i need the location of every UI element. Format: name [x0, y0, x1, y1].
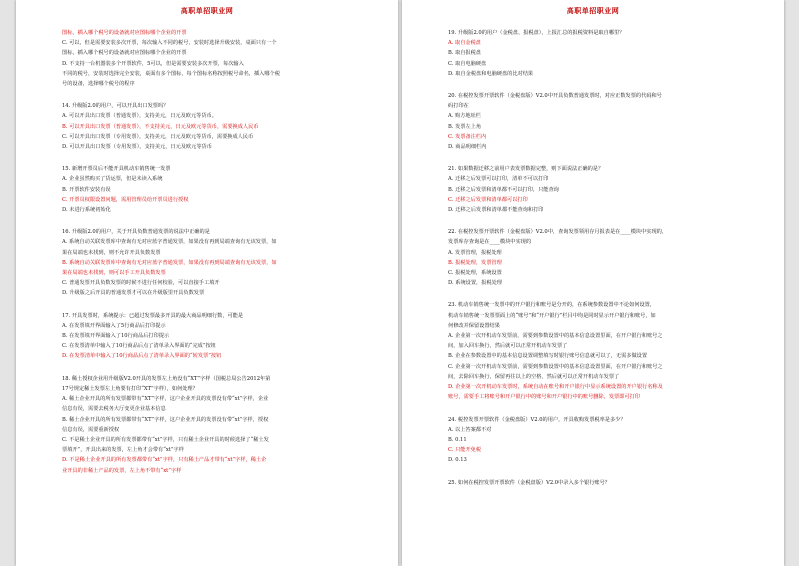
correct-answer-line: 业开具的非稀土产品的发票，左上角不带有“xt”字样	[62, 467, 182, 474]
answer-option: B. 发票左上角	[448, 123, 482, 130]
answer-option: 信息有误，需要去税务大厅变更企业基本信息	[62, 406, 166, 413]
question-stem: 18. 稀土授权企业用升级版V2.0开具的发票左上角没有“XT”字样（国税总局公告2012年第	[62, 375, 271, 382]
question-block	[62, 164, 380, 215]
correct-answer-line: C. 只能开免税	[448, 447, 482, 454]
question-stem: 发票库存查询是在____模块中实现的	[448, 239, 532, 246]
answer-option: 号的设备，选择哪个税号的程序	[62, 81, 135, 88]
answer-option: A. 以上答案都不对	[448, 426, 492, 433]
answer-option: B. 企业在参数设置中的基本信息设置调整填写时银行账号信息就可以了，无需多做设置	[448, 353, 648, 360]
question-stem: 17号规定稀土发票左上角要有打印“XT”字样），如何处理？	[62, 385, 198, 392]
correct-answer-line: A. 取自金税盘	[448, 40, 481, 47]
answer-option: A. 稀土企业开具的所有发票都带有“XT”字样，这户企业开具的发票没有带“xt”字样，企业	[62, 396, 269, 403]
correct-answer-line: D. 在发票清单中输入了10行商品后点了清单录入界面的“转发票”按钮	[62, 353, 222, 360]
answer-option: C. 取自电脑硬盘	[448, 60, 487, 67]
question-block	[448, 91, 766, 152]
answer-option: 票填开”，开具出来的发票，左上角才会带有“xt”字样	[62, 447, 184, 454]
correct-answer-line: D. 不是稀土企业开具的所有发票都带有“xt”字样，只有稀土产品才带有“xt”字样，稀土企	[62, 457, 267, 464]
document-page-right	[402, 0, 784, 566]
answer-option: B. 稀土企业开具的所有发票都带有“XT”字样，这户企业开具的发票没有带“xt”字样，授权	[62, 416, 269, 423]
question-stem: 17. 开具发票时，系统提示：已超过发票最多开具的最大商品明细行数，可能是	[62, 312, 244, 319]
correct-answer-line: B. 系统自动关联发票库中查询有无对应蓝字普通发票，如果没有再到局端查询有无该发票，如	[62, 259, 277, 266]
question-stem: 19. 升级版2.0的用户（金税盘、报税盘），上报汇总的报税资料是取自哪里？	[448, 30, 625, 36]
correct-answer-line: C. 迁移之后发票和清单都可以打印	[448, 196, 528, 203]
question-stem: 码打印在	[448, 103, 469, 110]
question-block	[448, 28, 766, 79]
answer-option: D. 不支持一台机器装多个开票软件，5可以，但是需要安装多次开票，每次输入	[62, 60, 244, 67]
answer-option: D. 未进行系统初始化	[62, 207, 111, 214]
answer-option: D. 取自金税盘和电脑硬盘的比对结果	[448, 70, 534, 77]
answer-option: D. 系统设置，报税处理	[448, 280, 502, 287]
answer-option: 信息有误，需要重新授权	[62, 426, 120, 433]
answer-option: D. 商品明细栏内	[448, 144, 487, 151]
question-block	[448, 227, 766, 288]
question-block	[448, 478, 766, 488]
correct-answer-line: 账号，需要手工将账号和开户银行中的账号和开户银行中的账号删除，发票即可打印	[448, 394, 640, 401]
answer-option: C. 报税处理，系统设置	[448, 270, 502, 277]
answer-option: A. 迁移之后发票可以打印，清单不可以打印	[448, 176, 549, 183]
page-content	[448, 28, 766, 500]
answer-option: 不同的税号，安装时选择完全安装，桌面有多个图标，每个图标名称按照税号命名，插入哪个税	[62, 70, 280, 77]
answer-option: A. 购方地址栏	[448, 113, 481, 120]
question-stem: 22. 在税控发票开票软件（金税盘版）V2.0中，查询发票领用存月报表是在____模块中实现的，	[448, 229, 668, 236]
answer-option: A. 可以开具出口发票（普通发票），支持美元，日元及欧元等货币。	[62, 113, 217, 120]
page-header: 高职单招职业网	[566, 6, 620, 15]
question-block	[62, 101, 380, 152]
answer-option: A. 企业虽然购买了货运票，但是未读入系统	[62, 176, 163, 183]
answer-option: A. 发票管理，报税处理	[448, 249, 502, 256]
correct-answer-line: D. 企业第一次开机动车发票时，系统自动在账号和开户银行中显示系统设置的开户银行名称及	[448, 384, 663, 391]
question-stem: 24. 税控发票开票软件（金税盘版）V2.0的用户，开具收购发票税率是多少？	[448, 416, 626, 423]
question-stem: 15. 新增开票员后不能开具机动车销售统一发票	[62, 166, 171, 173]
correct-answer-line: B. 可以开具出口发票（普通发票），不支持美元，日元及欧元等货币，需要换成人民币	[62, 123, 259, 130]
answer-option: C. 企业第一次开机动车发票前，需要到参数设置中的基本信息设置里面，在开户银行和账号之	[448, 363, 663, 370]
question-stem: 21. 如果数据迁移之前用户表发票数据完整，则下面说法正确的是？	[448, 166, 604, 173]
answer-option: A. 在发票填开界面输入了5行商品后打印提示	[62, 322, 166, 329]
answer-option: 间，加入回车换行，然后就可以正常开机动车发票了	[448, 343, 568, 350]
answer-option: D. 0.13	[448, 457, 467, 464]
correct-answer-line: C. 开票员权限设置问题，需用管理员给开票员进行授权	[62, 196, 189, 203]
answer-option: D. 升级版之后开具的普通发票才可以在升级版里开具负数发票	[62, 290, 205, 297]
question-stem: 25. 如何在税控发票开票软件（金税盘版）V2.0中录入多个银行账号？	[448, 479, 610, 486]
answer-option: C. 不是稀土企业开具的所有发票都带有“xt”字样，只有稀土企业开具的时候选择了“稀土发	[62, 436, 269, 443]
answer-option: C. 普通发票开具负数发票的时候不进行任何校验，可以直接手工填开	[62, 280, 220, 287]
answer-option: A. 系统自动关联发票库中查询有无对应蓝字普通发票，如果没有再到局端查询有无该发票，如	[62, 239, 277, 246]
question-stem: 机动车销售统一发票票面上的“账号”和“开户银行”栏目中均是同时显示开户银行和账号，如	[448, 312, 656, 319]
page-header: 高职单招职业网	[180, 6, 234, 15]
question-stem: 14. 升级版2.0的用户，可以开具出口发票吗？	[62, 103, 169, 110]
question-block	[62, 227, 380, 298]
correct-answer-line: 果在局端也未找到，则可以手工开具负数发票	[62, 270, 166, 277]
answer-option: B. 取自报税盘	[448, 50, 482, 57]
answer-option: B. 迁移之后发票和清单都不可以打印，只能查询	[448, 186, 559, 193]
correct-answer-line: 图标，插入哪个税号的设备就对应图标哪个企业的开票	[62, 30, 187, 36]
answer-option: D. 可以开具出口发票（专用发票），支持美元，日元及欧元等货币	[62, 144, 212, 151]
question-block	[62, 311, 380, 362]
answer-option: C. 在发票清单中输入了10行商品后点了清单录入界面的“完成”按钮	[62, 343, 216, 350]
answer-option: C. 可以，但是需要安装多次开票，每次输入不同的税号，安装时选择升级安装，桌面只有一个	[62, 40, 277, 47]
question-block	[448, 164, 766, 215]
answer-option: 间，去除回车换行，保留再往以上的空格，然后就可以正常开机动车发票了	[448, 373, 620, 380]
question-stem: 23. 机动车销售统一发票中的开户银行和账号是分开的，在系统参数设置中不论如何设置，	[448, 302, 656, 309]
answer-option: B. 0.11	[448, 436, 467, 443]
question-stem: 16. 升级版2.0的用户，关于开具负数普通发票的说法中正确的是	[62, 229, 210, 236]
question-block	[448, 300, 766, 402]
question-block	[62, 374, 380, 476]
question-stem: 20. 在税控发票开票软件（金税盘版）V2.0中开具负数普通发票时，对应正数发票的代码和号	[448, 93, 662, 100]
correct-answer-line: B. 报税处理，发票管理	[448, 259, 502, 266]
answer-option: B. 在发票填开界面输入了10行商品后打印提示	[62, 333, 170, 340]
question-stem: 何修改并保留设置结果	[448, 322, 500, 329]
correct-answer-line: C. 发票备注栏内	[448, 133, 487, 140]
page-content	[62, 28, 380, 488]
question-block	[448, 415, 766, 466]
answer-option: 果在局端也未找到，则不允许开具负数发票	[62, 249, 161, 256]
question-block	[62, 28, 380, 89]
answer-option: 图标，插入哪个税号的设备就对应图标哪个企业的开票	[62, 50, 187, 57]
answer-option: C. 可以开具出口发票（专用发票），支持美元，日元及欧元等货币，需要换成人民币	[62, 133, 254, 140]
answer-option: A. 企业第一次开机动车发票前，需要到参数设置中的基本信息设置里面，在开户银行和账号之	[448, 333, 663, 340]
document-page-left	[16, 0, 398, 566]
answer-option: D. 迁移之后发票和清单都不能查询和打印	[448, 207, 544, 214]
answer-option: B. 开票软件安装有误	[62, 186, 111, 193]
